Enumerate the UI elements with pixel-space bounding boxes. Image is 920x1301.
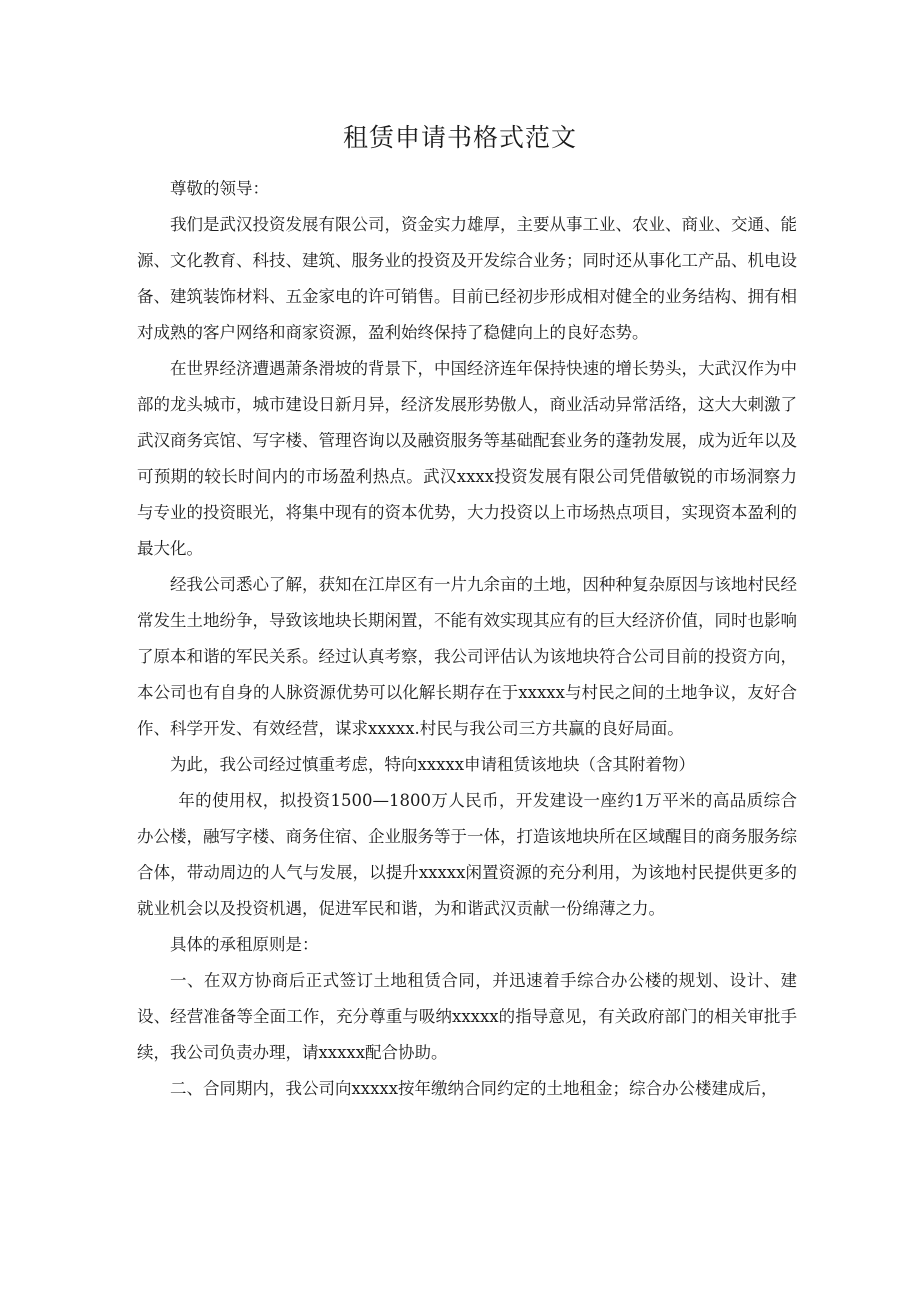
paragraph-usage-plan: 年的使用权，拟投资1500—1800万人民币，开发建设一座约1万平米的高品质综合办公楼，融写字楼、商务住宿、企业服务等于一体，打造该地块所在区域醒目的商务服务综合体，带动周边的人气与发展，以提升xxxxx闲置资源的充分利用，为该地村民提供更多的就业机会以及投资机遇，促进军民和谐，为和谐武汉贡献一份绵薄之力。 <box>137 791 797 918</box>
paragraph-principle-two: 二、合同期内，我公司向xxxxx按年缴纳合同约定的土地租金；综合办公楼建成后， <box>170 1079 778 1098</box>
paragraph-application: 为此，我公司经过慎重考虑，特向xxxxx申请租赁该地块（含其附着物） <box>170 755 696 774</box>
document-title: 租赁申请书格式范文 <box>342 123 577 152</box>
salutation: 尊敬的领导： <box>170 179 269 198</box>
paragraph-company-intro: 我们是武汉投资发展有限公司，资金实力雄厚，主要从事工业、农业、商业、交通、能源、文化教育、科技、建筑、服务业的投资及开发综合业务；同时还从事化工产品、机电设备、建筑装饰材料、五金家电的许可销售。目前已经初步形成相对健全的业务结构、拥有相对成熟的客户网络和商家资源，盈利始终保持了稳健向上的良好态势。 <box>137 215 797 342</box>
paragraph-principle-one: 一、在双方协商后正式签订土地租赁合同，并迅速着手综合办公楼的规划、设计、建设、经营准备等全面工作，充分尊重与吸纳xxxxx的指导意见，有关政府部门的相关审批手续，我公司负责办理，请xxxxx配合协助。 <box>137 971 797 1062</box>
paragraph-land-situation: 经我公司悉心了解，获知在江岸区有一片九余亩的土地，因种种复杂原因与该地村民经常发生土地纷争，导致该地块长期闲置，不能有效实现其应有的巨大经济价值，同时也影响了原本和谐的军民关系。经过认真考察，我公司评估认为该地块符合公司目前的投资方向，本公司也有自身的人脉资源优势可以化解长期存在于xxxxx与村民之间的土地争议，友好合作、科学开发、有效经营，谋求xxxxx.村民与我公司三方共赢的良好局面。 <box>137 575 797 738</box>
paragraph-market-background: 在世界经济遭遇萧条滑坡的背景下，中国经济连年保持快速的增长势头，大武汉作为中部的龙头城市，城市建设日新月异，经济发展形势傲人，商业活动异常活络，这大大刺激了武汉商务宾馆、写字楼、管理咨询以及融资服务等基础配套业务的蓬勃发展，成为近年以及可预期的较长时间内的市场盈利热点。武汉xxxx投资发展有限公司凭借敏锐的市场洞察力与专业的投资眼光，将集中现有的资本优势，大力投资以上市场热点项目，实现资本盈利的最大化。 <box>137 359 797 558</box>
paragraph-principles-heading: 具体的承租原则是： <box>170 935 319 954</box>
document-body <box>137 171 797 1107</box>
